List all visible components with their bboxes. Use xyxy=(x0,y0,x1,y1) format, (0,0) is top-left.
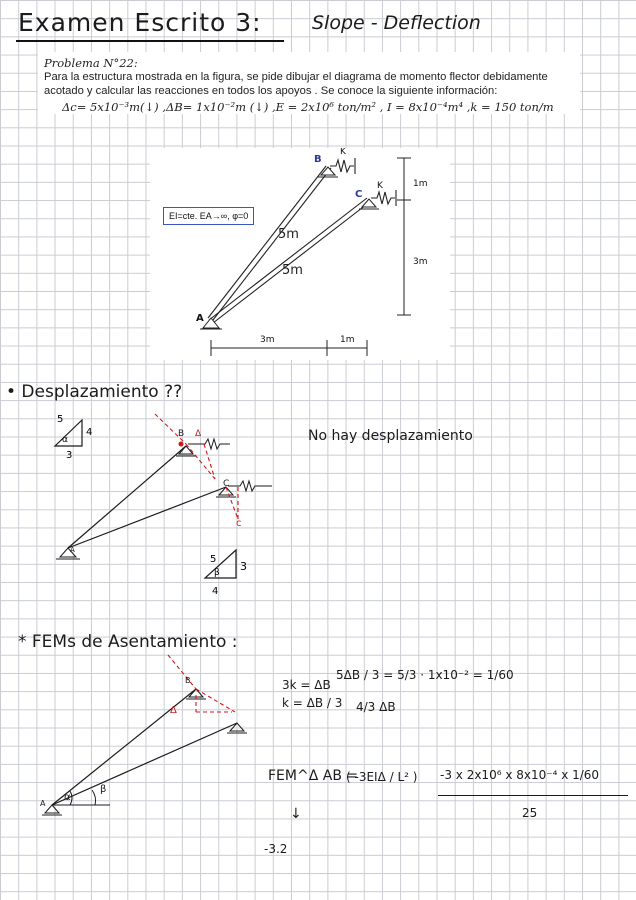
sketch-spring-b xyxy=(188,439,230,449)
sketch-label-a: A xyxy=(70,546,75,554)
tri1-side: 4 xyxy=(86,427,93,438)
ei-info-box: EI=cte. EA→∞, φ=0 xyxy=(163,207,254,225)
structure-figure xyxy=(150,148,450,360)
page-subtitle: Slope - Deflection xyxy=(312,12,481,34)
problem-text: Para la estructura mostrada en la figura, se pide dibujar el diagrama de momento flector debidamente acotado y calcular las reacciones en todos los apoyos . Se conoce la siguiente información: xyxy=(44,71,548,97)
fem-numerator: -3 x 2x10⁶ x 8x10⁻⁴ x 1/60 xyxy=(440,768,600,782)
sketch-label-delta: Δ xyxy=(195,429,202,439)
sketch-label-c-prime: c xyxy=(236,518,242,529)
dim-label-3m-vertical: 3m xyxy=(413,257,428,267)
dim-label-1m-vertical: 1m xyxy=(413,179,428,189)
tri1-base: 3 xyxy=(66,450,73,461)
problem-number: Problema N°22: xyxy=(44,56,138,70)
section-fem-heading: * FEMs de Asentamiento : xyxy=(18,632,238,652)
sketch-label-b: B xyxy=(178,429,185,439)
problem-formula: Δc= 5x10⁻³m(↓) ,ΔB= 1x10⁻²m (↓) ,E = 2x10⁶ ton/m² , I = 8x10⁻⁴m⁴ ,k = 150 ton/m xyxy=(62,100,554,114)
fem-label-b: B xyxy=(185,676,191,685)
page-title: Examen Escrito 3: xyxy=(18,8,262,37)
sketch-label-c: C xyxy=(223,479,230,489)
tri2-base: 4 xyxy=(212,586,219,597)
node-label-c: C xyxy=(355,189,363,200)
sketch-spring-c xyxy=(228,481,272,491)
spring-label-b: K xyxy=(340,148,346,157)
fem-member-ac xyxy=(52,723,237,805)
fem-label: FEM^Δ AB = xyxy=(268,768,359,784)
problem-statement xyxy=(38,52,580,114)
fem-support-c xyxy=(227,723,247,733)
fem-angle-alpha: α xyxy=(64,792,71,803)
red-node-b xyxy=(179,442,184,447)
tri1-angle: α xyxy=(62,435,68,445)
angle-arc-beta xyxy=(92,790,96,805)
fem-denominator: 25 xyxy=(522,806,538,820)
dim-label-1m-horizontal: 1m xyxy=(340,335,355,345)
eq-delta-b: 5ΔB / 3 = 5/3 · 1x10⁻² = 1/60 xyxy=(336,668,514,682)
down-arrow: ↓ xyxy=(290,806,302,822)
eq-delta-b-fraction: 4/3 ΔB xyxy=(356,700,396,714)
title-underline xyxy=(16,40,284,42)
tri2-hyp: 5 xyxy=(210,554,217,565)
fem-label-delta: Δ xyxy=(170,705,177,716)
no-displacement-note: No hay desplazamiento xyxy=(308,428,473,444)
sketch-support-b xyxy=(176,446,196,456)
fem-result: -3.2 xyxy=(264,842,288,856)
fem-sketch xyxy=(0,645,290,825)
member-length-ac: 5m xyxy=(282,263,303,278)
displacement-sketch xyxy=(0,400,300,610)
eq-3k: 3k = ΔB xyxy=(282,678,331,692)
sketch-member-ac xyxy=(68,487,226,548)
figure-background xyxy=(150,148,450,360)
node-label-b: B xyxy=(314,154,322,165)
sketch-support-a xyxy=(56,548,80,559)
tri2-side: 3 xyxy=(240,560,247,573)
tri1-hyp: 5 xyxy=(57,414,64,425)
fem-angle-beta: β xyxy=(100,784,107,795)
node-label-a: A xyxy=(196,313,204,324)
section-displacement-heading: • Desplazamiento ?? xyxy=(6,382,183,402)
member-length-ab: 5m xyxy=(278,227,299,242)
eq-k: k = ΔB / 3 xyxy=(282,696,343,710)
fem-label-a: A xyxy=(40,799,46,808)
tri2-angle: β xyxy=(214,568,220,578)
fem-formula: ( -3EIΔ / L² ) xyxy=(346,770,418,784)
fem-fraction-bar xyxy=(438,795,628,796)
spring-label-c: K xyxy=(377,181,383,191)
sketch-member-ab xyxy=(68,446,186,548)
dim-label-3m-horizontal: 3m xyxy=(260,335,275,345)
